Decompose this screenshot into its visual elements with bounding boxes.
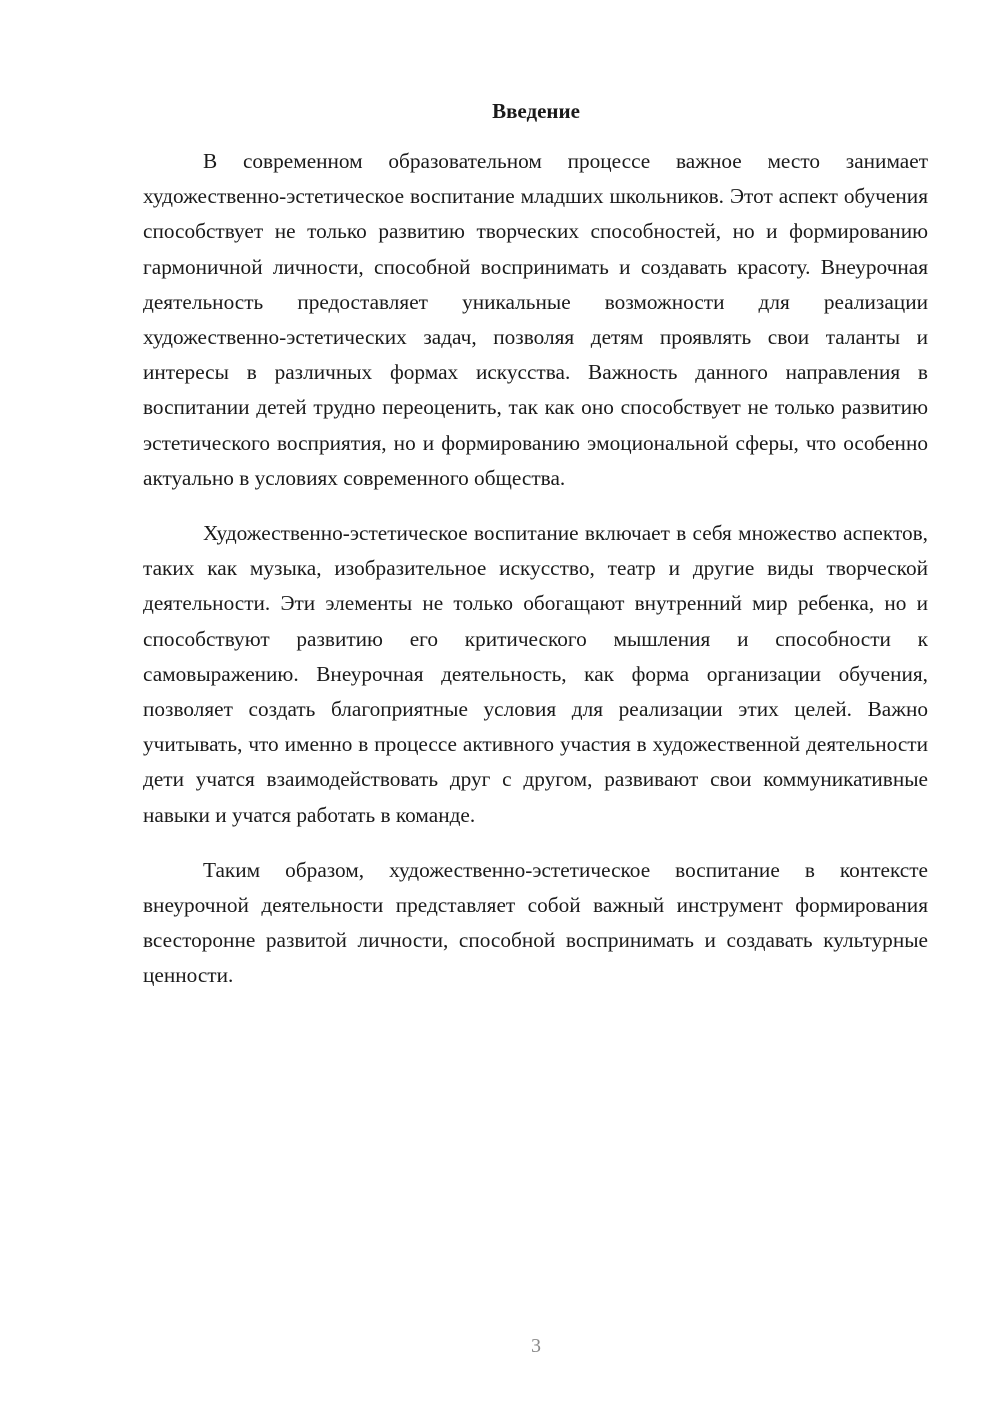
paragraph-1: В современном образовательном процессе важное место занимает художественно-эстетическое воспитание младших школьников. Этот аспект обучения способствует не только развитию творческих способностей, но и формированию гармоничной личности, способной воспринимать и создавать красоту. Внеурочная деятельность предоставляет уникальные возможности для реализации художественно-эстетических задач, позволяя детям проявлять свои таланты и интересы в различных формах искусства. Важность данного направления в воспитании детей трудно переоценить, так как оно способствует не только развитию эстетического восприятия, но и формированию эмоциональной сферы, что особенно актуально в условиях современного общества. <box>143 149 928 490</box>
page-number: 3 <box>531 1335 541 1357</box>
paragraph-3: Таким образом, художественно-эстетическое воспитание в контексте внеурочной деятельности представляет собой важный инструмент формирования всесторонне развитой личности, способной воспринимать и создавать культурные ценности. <box>143 857 928 988</box>
paragraph-2: Художественно-эстетическое воспитание включает в себя множество аспектов, таких как музыка, изобразительное искусство, театр и другие виды творческой деятельности. Эти элементы не только обогащают внутренний мир ребенка, но и способствуют развитию его критического мышления и способности к самовыражению. Внеурочная деятельность, как форма организации обучения, позволяет создать благоприятные условия для реализации этих целей. Важно учитывать, что именно в процессе активного участия в художественной деятельности дети учатся взаимодействовать друг с другом, развивают свои коммуникативные навыки и учатся работать в команде. <box>143 521 928 827</box>
page-title: Введение <box>492 99 580 123</box>
page-content <box>143 95 928 994</box>
